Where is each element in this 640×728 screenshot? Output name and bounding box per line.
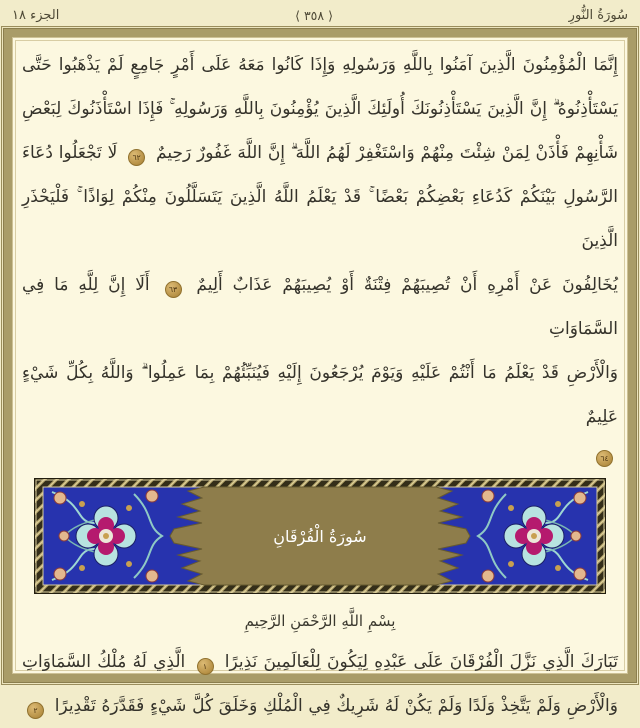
quran-text-segment: يَسْتَأْذِنُوهُ ۗ إِنَّ الَّذِينَ يَسْتَأْذِنُونَكَ أُولَئِكَ الَّذِينَ يُؤْمِنُونَ بِاللَّهِ وَرَسُولِهِ ۚ فَإِذَا اسْتَأْذَنُوكَ لِبَعْضِ xyxy=(22,99,618,119)
quran-text-segment: الرَّسُولِ بَيْنَكُمْ كَدُعَاءِ بَعْضِكُمْ بَعْضًا ۚ قَدْ يَعْلَمُ اللَّهُ الَّذِينَ يَتَسَلَّلُونَ مِنْكُمْ لِوَاذًا ۚ فَلْيَحْذَرِ الَّذِينَ xyxy=(22,187,618,251)
quran-line xyxy=(22,684,618,728)
page-number-label: ⟨ ٣٥٨ ⟩ xyxy=(295,8,333,23)
quran-text-segment: تَبَارَكَ الَّذِي نَزَّلَ الْفُرْقَانَ عَلَى عَبْدِهِ لِيَكُونَ لِلْعَالَمِينَ نَذِيرًا xyxy=(224,652,619,672)
quran-line xyxy=(22,351,618,439)
ayah-end-marker: ٦٣ xyxy=(165,281,182,298)
surah-banner-art xyxy=(34,478,606,594)
quran-text-segment: وَالْأَرْضِ قَدْ يَعْلَمُ مَا أَنْتُمْ عَلَيْهِ وَيَوْمَ يُرْجَعُونَ إِلَيْهِ فَيُنَبِّئُهُمْ بِمَا عَمِلُوا ۗ وَاللَّهُ بِكُلِّ شَيْءٍ عَلِيمٌ xyxy=(22,363,618,427)
quran-line xyxy=(22,439,618,469)
ayah-end-marker: ٦٢ xyxy=(128,149,145,166)
quran-text-segment: الَّذِي لَهُ مُلْكُ السَّمَاوَاتِ xyxy=(22,652,186,672)
ayah-end-marker: ٦٤ xyxy=(596,450,613,467)
quran-text-segment: يُخَالِفُونَ عَنْ أَمْرِهِ أَنْ تُصِيبَهُمْ فِتْنَةٌ أَوْ يُصِيبَهُمْ عَذَابٌ أَلِيمٌ xyxy=(196,275,619,295)
ayah-end-marker: ٢ xyxy=(27,702,44,719)
surah-title-banner xyxy=(34,478,606,594)
quran-lower-text xyxy=(22,640,618,728)
page-frame xyxy=(4,29,636,716)
juz-label: الجزء ١٨ xyxy=(12,8,60,23)
quran-line xyxy=(22,263,618,351)
quran-text-segment: شَأْنِهِمْ فَأْذَنْ لِمَنْ شِئْتَ مِنْهُمْ وَاسْتَغْفِرْ لَهُمُ اللَّهَ ۗ إِنَّ اللَّهَ غَفُورٌ رَحِيمٌ xyxy=(156,143,618,163)
banner-surah-title: سُورَةُ الْفُرْقَانِ xyxy=(273,527,367,546)
quran-text-segment: إِنَّمَا الْمُؤْمِنُونَ الَّذِينَ آمَنُوا بِاللَّهِ وَرَسُولِهِ وَإِذَا كَانُوا مَعَهُ عَلَى أَمْرٍ جَامِعٍ لَمْ يَذْهَبُوا حَتَّى xyxy=(22,55,618,75)
surah-name-label: سُورَةُ النُّورِ xyxy=(568,8,628,23)
page-header xyxy=(0,0,640,29)
quran-upper-text xyxy=(22,43,618,469)
quran-line xyxy=(22,43,618,87)
quran-line xyxy=(22,175,618,263)
quran-text-segment: أَلَا إِنَّ لِلَّهِ مَا فِي السَّمَاوَاتِ xyxy=(22,275,618,339)
page-content xyxy=(12,37,628,716)
quran-line xyxy=(22,131,618,175)
ayah-end-marker: ١ xyxy=(197,658,214,675)
quran-line xyxy=(22,87,618,131)
quran-text-segment: وَالْأَرْضِ وَلَمْ يَتَّخِذْ وَلَدًا وَلَمْ يَكُنْ لَهُ شَرِيكٌ فِي الْمُلْكِ وَخَلَقَ كُلَّ شَيْءٍ فَقَدَّرَهُ تَقْدِيرًا xyxy=(54,696,618,716)
quran-text-segment: لَا تَجْعَلُوا دُعَاءَ xyxy=(22,143,118,163)
bismillah: بِسْمِ اللَّهِ الرَّحْمَنِ الرَّحِيمِ xyxy=(244,612,396,630)
quran-line xyxy=(22,640,618,684)
